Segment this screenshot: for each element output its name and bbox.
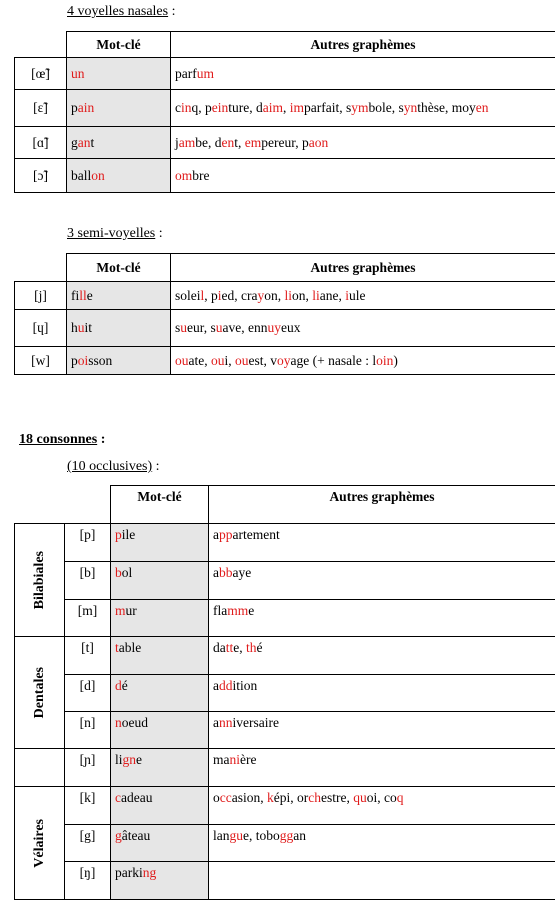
phoneme-symbol: [n] xyxy=(65,712,111,749)
text-segment: est, v xyxy=(248,352,278,368)
text-segment: g xyxy=(71,134,78,150)
text-segment: âteau xyxy=(121,828,151,843)
highlighted-grapheme: am xyxy=(178,134,196,150)
highlighted-grapheme: gn xyxy=(122,752,137,767)
keyword-cell xyxy=(67,310,171,347)
highlighted-grapheme: tt xyxy=(225,640,234,655)
table-row xyxy=(15,675,555,712)
phoneme-symbol: [t] xyxy=(65,637,111,675)
highlighted-grapheme: en xyxy=(475,100,489,115)
text-segment: fi xyxy=(71,287,80,303)
highlighted-grapheme: l xyxy=(200,287,205,303)
highlighted-grapheme: oy xyxy=(277,352,291,368)
keyword-cell xyxy=(111,675,209,712)
phoneme-symbol: [ɔ̃] xyxy=(15,159,67,193)
phoneme-symbol: [b] xyxy=(65,562,111,600)
articulation-group-cell xyxy=(15,524,65,637)
keyword-cell xyxy=(111,562,209,600)
table-header-row xyxy=(15,254,555,282)
highlighted-grapheme: dd xyxy=(219,678,233,693)
highlighted-grapheme: u xyxy=(77,320,85,335)
other-graphemes-cell xyxy=(171,58,555,90)
text-segment: ile xyxy=(121,527,136,542)
highlighted-grapheme: b xyxy=(115,565,122,580)
text-segment: é xyxy=(121,678,128,693)
highlighted-grapheme: q xyxy=(396,790,404,805)
highlighted-grapheme: qu xyxy=(353,790,367,805)
highlighted-grapheme: y xyxy=(257,287,265,303)
highlighted-grapheme: d xyxy=(115,678,122,693)
highlighted-grapheme: uy xyxy=(267,320,281,335)
text-segment: c xyxy=(175,100,181,115)
highlighted-grapheme: c xyxy=(115,790,121,805)
table-row xyxy=(15,712,555,749)
text-segment: e, xyxy=(233,640,247,655)
highlighted-grapheme: en xyxy=(221,134,235,150)
other-graphemes-cell xyxy=(209,749,555,787)
highlighted-grapheme: ein xyxy=(211,100,229,115)
text-segment: be, d xyxy=(195,134,222,150)
highlighted-grapheme: gu xyxy=(229,828,243,843)
text-segment: eur, s xyxy=(187,320,216,335)
highlighted-grapheme: u xyxy=(215,320,223,335)
text-segment: q, p xyxy=(191,100,212,115)
highlighted-grapheme: g xyxy=(115,828,122,843)
text-segment: e xyxy=(86,287,93,303)
other-graphemes-cell xyxy=(209,825,555,862)
highlighted-grapheme: ou xyxy=(211,352,225,368)
consonnes-caption xyxy=(67,459,160,475)
articulation-group-cell xyxy=(15,637,65,749)
highlighted-grapheme: cc xyxy=(219,790,232,805)
table-header-row xyxy=(15,486,555,524)
text-segment: ball xyxy=(71,167,92,183)
highlighted-grapheme: p xyxy=(115,527,122,542)
highlighted-grapheme: in xyxy=(181,100,192,115)
text-segment: eux xyxy=(280,320,301,335)
highlighted-grapheme: im xyxy=(289,100,305,115)
text-segment: parki xyxy=(115,865,143,880)
articulation-group-label: Dentales xyxy=(31,666,47,719)
text-segment: da xyxy=(213,640,226,655)
text-segment: sson xyxy=(88,352,113,368)
highlighted-grapheme: n xyxy=(115,715,122,730)
keyword-cell xyxy=(67,347,171,375)
text-segment: bre xyxy=(192,167,210,183)
header-keyword: Mot-clé xyxy=(111,486,209,524)
text-segment: e xyxy=(136,752,143,767)
table-row xyxy=(15,749,555,787)
highlighted-grapheme: nn xyxy=(219,715,233,730)
text-segment: e xyxy=(248,603,255,618)
keyword-cell xyxy=(111,825,209,862)
text-segment: , p xyxy=(204,287,218,303)
header-keyword: Mot-clé xyxy=(67,32,171,58)
text-segment: adeau xyxy=(121,790,153,805)
table-row xyxy=(15,159,555,193)
other-graphemes-cell xyxy=(209,562,555,600)
consonnes-title-suffix: : xyxy=(97,432,106,447)
table-row xyxy=(15,347,555,375)
consonnes-table xyxy=(14,485,555,900)
keyword-cell xyxy=(67,159,171,193)
table-row xyxy=(15,637,555,675)
text-segment: p xyxy=(71,352,78,368)
keyword-cell xyxy=(111,600,209,637)
text-segment: oi, co xyxy=(366,790,397,805)
semi-table xyxy=(14,253,555,375)
text-segment: ma xyxy=(213,752,230,767)
phoneme-symbol: [w] xyxy=(15,347,67,375)
other-graphemes-cell xyxy=(209,524,555,562)
consonnes-caption-suffix: : xyxy=(152,459,160,474)
highlighted-grapheme: ou xyxy=(235,352,249,368)
highlighted-grapheme: ng xyxy=(142,865,157,880)
text-segment: a xyxy=(213,527,219,542)
highlighted-grapheme: ni xyxy=(229,752,241,767)
highlighted-grapheme: mm xyxy=(227,603,249,618)
header-other-graphemes: Autres graphèmes xyxy=(171,32,555,58)
highlighted-grapheme: k xyxy=(266,790,274,805)
other-graphemes-cell xyxy=(209,712,555,749)
text-segment: ol xyxy=(121,565,133,580)
other-graphemes-cell xyxy=(171,347,555,375)
keyword-cell xyxy=(111,712,209,749)
text-segment: estre, xyxy=(320,790,354,805)
semi-caption-suffix: : xyxy=(155,226,163,241)
text-segment: ate, xyxy=(188,352,211,368)
other-graphemes-cell xyxy=(209,637,555,675)
text-segment: ave, enn xyxy=(222,320,268,335)
table-row xyxy=(15,90,555,127)
articulation-group-label: Vélaires xyxy=(31,818,47,868)
highlighted-grapheme: em xyxy=(244,134,262,150)
consonnes-title xyxy=(19,432,105,448)
highlighted-grapheme: u xyxy=(180,320,188,335)
keyword-cell xyxy=(111,787,209,825)
text-segment: a xyxy=(213,678,219,693)
text-segment: e, tobo xyxy=(243,828,280,843)
text-segment: on, xyxy=(264,287,285,303)
text-segment: a xyxy=(213,715,219,730)
highlighted-grapheme: aon xyxy=(308,134,329,150)
highlighted-grapheme: t xyxy=(115,640,119,655)
phoneme-symbol: [k] xyxy=(65,787,111,825)
text-segment: ture, d xyxy=(228,100,263,115)
nasales-caption-text: 4 voyelles nasales xyxy=(67,4,169,19)
phoneme-symbol: [p] xyxy=(65,524,111,562)
highlighted-grapheme: ain xyxy=(77,100,95,115)
text-segment: ère xyxy=(240,752,257,767)
consonnes-caption-text: (10 occlusives) xyxy=(67,459,153,474)
text-segment: fla xyxy=(213,603,228,618)
highlighted-grapheme: oin xyxy=(376,352,394,368)
other-graphemes-cell xyxy=(209,675,555,712)
text-segment: ition xyxy=(232,678,258,693)
highlighted-grapheme: li xyxy=(284,287,293,303)
text-segment: able xyxy=(118,640,142,655)
highlighted-grapheme: th xyxy=(246,640,257,655)
phoneme-symbol: [g] xyxy=(65,825,111,862)
table-row xyxy=(15,282,555,310)
highlighted-grapheme: un xyxy=(71,65,85,81)
table-row xyxy=(15,825,555,862)
text-segment: it xyxy=(84,320,93,335)
other-graphemes-cell xyxy=(209,787,555,825)
text-segment: age (+ nasale : l xyxy=(290,352,377,368)
other-graphemes-cell xyxy=(171,159,555,193)
keyword-cell xyxy=(111,637,209,675)
keyword-cell xyxy=(111,749,209,787)
nasales-table xyxy=(14,31,555,193)
highlighted-grapheme: ll xyxy=(79,287,87,303)
articulation-group-cell xyxy=(15,787,65,900)
phoneme-symbol: [ɥ] xyxy=(15,310,67,347)
other-graphemes-cell xyxy=(171,90,555,127)
keyword-cell xyxy=(111,862,209,900)
highlighted-grapheme: oi xyxy=(77,352,89,368)
nasales-caption xyxy=(67,4,175,20)
text-segment: j xyxy=(175,134,179,150)
highlighted-grapheme: an xyxy=(77,134,91,150)
keyword-cell xyxy=(111,524,209,562)
phoneme-symbol: [ɛ̃] xyxy=(15,90,67,127)
text-segment: a xyxy=(213,565,219,580)
phoneme-symbol: [œ̃] xyxy=(15,58,67,90)
table-row xyxy=(15,310,555,347)
text-segment: oeud xyxy=(121,715,148,730)
text-segment: o xyxy=(213,790,220,805)
text-segment: t xyxy=(90,134,95,150)
text-segment: i, xyxy=(224,352,236,368)
highlighted-grapheme: pp xyxy=(219,527,233,542)
table-row xyxy=(15,524,555,562)
table-header-row xyxy=(15,32,555,58)
other-graphemes-cell xyxy=(171,282,555,310)
highlighted-grapheme: i xyxy=(345,287,350,303)
text-segment: solei xyxy=(175,287,201,303)
highlighted-grapheme: ch xyxy=(308,790,321,805)
header-keyword: Mot-clé xyxy=(67,254,171,282)
text-segment: ule xyxy=(349,287,366,303)
nasales-caption-suffix: : xyxy=(168,4,176,19)
keyword-cell xyxy=(67,282,171,310)
articulation-group-cell xyxy=(15,749,65,787)
phoneme-symbol: [ɲ] xyxy=(65,749,111,787)
other-graphemes-cell xyxy=(209,862,555,900)
other-graphemes-cell xyxy=(171,127,555,159)
text-segment: on, xyxy=(292,287,313,303)
articulation-group-label: Bilabiales xyxy=(31,550,47,610)
phoneme-symbol: [m] xyxy=(65,600,111,637)
text-segment: asion, xyxy=(231,790,267,805)
semi-caption-text: 3 semi-voyelles xyxy=(67,226,156,241)
table-row xyxy=(15,862,555,900)
text-segment: ed, cra xyxy=(221,287,258,303)
highlighted-grapheme: yn xyxy=(403,100,418,115)
text-segment: h xyxy=(71,320,78,335)
phoneme-symbol: [ŋ] xyxy=(65,862,111,900)
table-row xyxy=(15,787,555,825)
text-segment: p xyxy=(71,100,78,115)
text-segment: ane, xyxy=(319,287,346,303)
text-segment: pereur, p xyxy=(261,134,309,150)
highlighted-grapheme: om xyxy=(175,167,193,183)
text-segment: an xyxy=(293,828,306,843)
text-segment: iversaire xyxy=(232,715,279,730)
highlighted-grapheme: li xyxy=(312,287,320,303)
text-segment: parfait, s xyxy=(304,100,352,115)
phoneme-symbol: [d] xyxy=(65,675,111,712)
highlighted-grapheme: m xyxy=(115,603,126,618)
text-segment: ) xyxy=(393,352,398,368)
table-row xyxy=(15,127,555,159)
phoneme-symbol: [j] xyxy=(15,282,67,310)
text-segment: bole, s xyxy=(368,100,404,115)
highlighted-grapheme: on xyxy=(91,167,105,183)
semi-caption xyxy=(67,226,163,242)
text-segment: aye xyxy=(232,565,252,580)
highlighted-grapheme: ou xyxy=(175,352,189,368)
text-segment: s xyxy=(175,320,181,335)
highlighted-grapheme: gg xyxy=(279,828,294,843)
highlighted-grapheme: i xyxy=(217,287,222,303)
text-segment: parf xyxy=(175,65,197,81)
consonnes-title-text: 18 consonnes xyxy=(19,432,98,447)
table-row xyxy=(15,562,555,600)
table-row xyxy=(15,600,555,637)
text-segment: ur xyxy=(125,603,137,618)
highlighted-grapheme: bb xyxy=(219,565,233,580)
keyword-cell xyxy=(67,58,171,90)
table-row xyxy=(15,58,555,90)
text-segment: thèse, moy xyxy=(417,100,476,115)
highlighted-grapheme: aim xyxy=(262,100,284,115)
text-segment: t, xyxy=(234,134,245,150)
text-segment: , xyxy=(283,100,290,115)
other-graphemes-cell xyxy=(171,310,555,347)
keyword-cell xyxy=(67,127,171,159)
other-graphemes-cell xyxy=(209,600,555,637)
text-segment: li xyxy=(115,752,123,767)
header-other-graphemes: Autres graphèmes xyxy=(209,486,555,524)
text-segment: épi, or xyxy=(273,790,309,805)
highlighted-grapheme: ym xyxy=(351,100,369,115)
keyword-cell xyxy=(67,90,171,127)
text-segment: é xyxy=(256,640,263,655)
header-other-graphemes: Autres graphèmes xyxy=(171,254,555,282)
phoneme-symbol: [ɑ̃] xyxy=(15,127,67,159)
highlighted-grapheme: um xyxy=(196,65,214,81)
text-segment: artement xyxy=(232,527,280,542)
text-segment: lan xyxy=(213,828,230,843)
